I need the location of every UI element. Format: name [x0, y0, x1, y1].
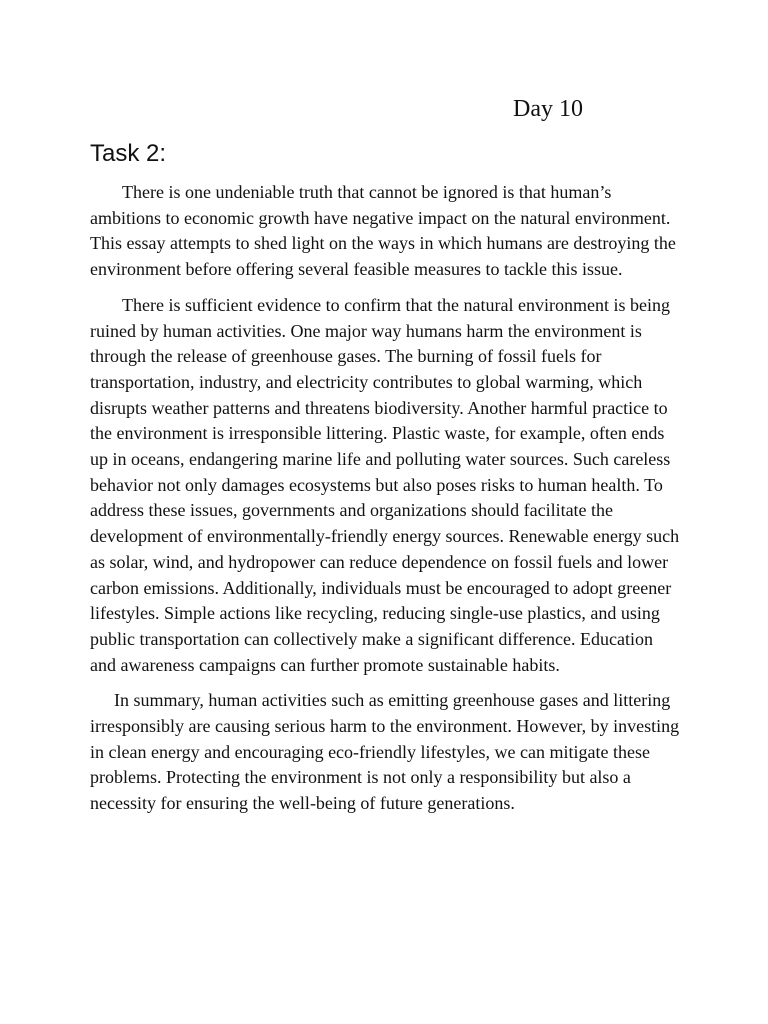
- body-paragraph: There is sufficient evidence to confirm that the natural environment is being ruined by human activities. One major way humans harm the environment is through the release of greenhouse gases. The burning of fossil fuels for transportation, industry, and electricity contributes to global warming, which disrupts weather patterns and threatens biodiversity. Another harmful practice to the environment is irresponsible littering. Plastic waste, for example, often ends up in oceans, endangering marine life and polluting water sources. Such careless behavior not only damages ecosystems but also poses risks to human health. To address these issues, governments and organizations should facilitate the development of environmentally-friendly energy sources. Renewable energy such as solar, wind, and hydropower can reduce dependence on fossil fuels and lower carbon emissions. Additionally, individuals must be encouraged to adopt greener lifestyles. Simple actions like recycling, reducing single-use plastics, and using public transportation can collectively make a significant difference. Education and awareness campaigns can further promote sustainable habits.: [90, 294, 680, 675]
- day-heading: Day 10: [513, 96, 583, 122]
- essay-body: [90, 180, 680, 827]
- conclusion-paragraph: In summary, human activities such as emitting greenhouse gases and littering irresponsibly are causing serious harm to the environment. However, by investing in clean energy and encouraging eco-friendly lifestyles, we can mitigate these problems. Protecting the environment is not only a responsibility but also a necessity for ensuring the well-being of future generations.: [90, 690, 680, 814]
- introduction-paragraph: There is one undeniable truth that cannot be ignored is that human’s ambitions to economic growth have negative impact on the natural environment. This essay attempts to shed light on the ways in which humans are destroying the environment before offering several feasible measures to tackle this issue.: [90, 182, 676, 280]
- task-heading: Task 2:: [90, 140, 167, 167]
